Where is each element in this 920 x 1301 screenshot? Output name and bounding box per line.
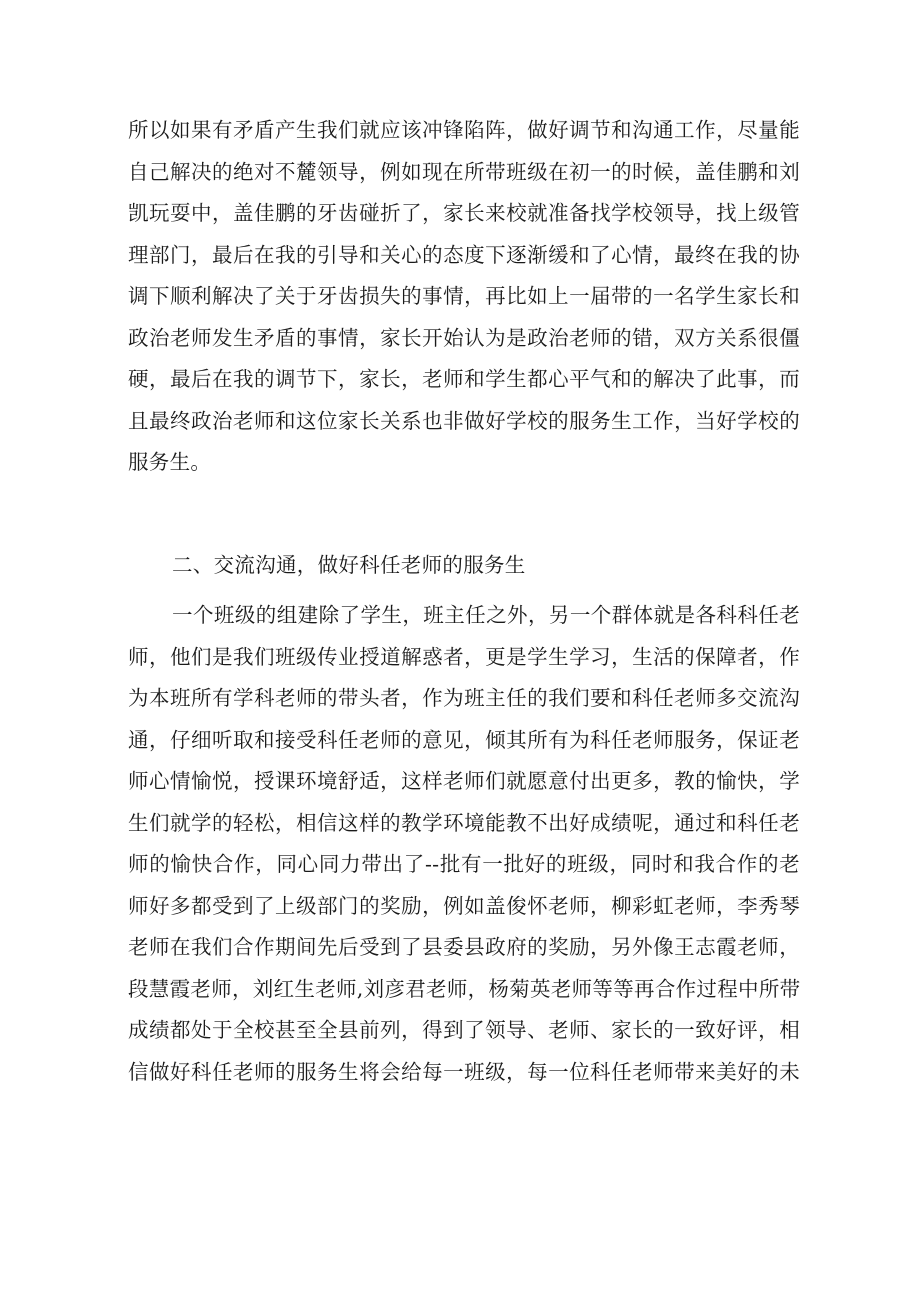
paragraph-line: 段慧霞老师，刘红生老师,刘彦君老师，杨菊英老师等等再合作过程中所带 (128, 976, 801, 1001)
paragraph-line: 自己解决的绝对不麓领导，例如现在所带班级在初一的时候，盖佳鹏和刘 (128, 159, 800, 184)
paragraph-line: 成绩都处于全校甚至全县前列，得到了领导、老师、家长的一致好评，相 (128, 1018, 800, 1042)
paragraph-line: 信做好科任老师的服务生将会给每一班级，每一位科任老师带来美好的未 (128, 1059, 800, 1084)
paragraph-line: 且最终政治老师和这位家长关系也非做好学校的服务生工作，当好学校的 (128, 408, 800, 433)
paragraph-line: 调下顺利解决了关于牙齿损失的事情，再比如上一届带的一名学生家长和 (128, 284, 800, 308)
paragraph-line: 服务生。 (128, 450, 212, 474)
paragraph-2 (128, 595, 800, 1093)
paragraph-line: 师的愉快合作，同心同力带出了--批有一批好的班级，同时和我合作的老 (128, 852, 800, 876)
paragraph-line: 硬，最后在我的调节下，家长，老师和学生都心平气和的解决了此事，而 (128, 367, 800, 391)
paragraph-line: 一个班级的组建除了学生，班主任之外，另一个群体就是各科科任老 (172, 603, 800, 627)
paragraph-1 (128, 110, 800, 484)
paragraph-line: 师，他们是我们班级传业授道解惑者，更是学生学习，生活的保障者，作 (128, 644, 800, 669)
paragraph-line: 凯玩耍中，盖佳鹏的牙齿碰折了，家长来校就准备找学校领导，找上级管 (128, 201, 800, 225)
paragraph-line: 师好多都受到了上级部门的奖励，例如盖俊怀老师，柳彩虹老师，李秀琴 (128, 893, 800, 918)
section-heading-text: 二、交流沟通，做好科任老师的服务生 (172, 553, 526, 577)
paragraph-line: 政治老师发生矛盾的事情，家长开始认为是政治老师的错，双方关系很僵 (128, 325, 800, 350)
paragraph-line: 所以如果有矛盾产生我们就应该冲锋陷阵，做好调节和沟通工作，尽量能 (128, 118, 800, 142)
paragraph-line: 理部门，最后在我的引导和关心的态度下逐渐缓和了心情，最终在我的协 (128, 242, 800, 267)
paragraph-line: 为本班所有学科老师的带头者，作为班主任的我们要和科任老师多交流沟 (128, 686, 800, 710)
paragraph-line: 生们就学的轻松，相信这样的教学环境能教不出好成绩呢，通过和科任老 (128, 810, 800, 835)
section-heading (128, 545, 800, 587)
paragraph-line: 通，仔细听取和接受科任老师的意见，倾其所有为科任老师服务，保证老 (128, 727, 800, 752)
paragraph-line: 老师在我们合作期间先后受到了县委县政府的奖励，另外像王志霞老师， (128, 935, 800, 959)
paragraph-line: 师心情愉悦，授课环境舒适，这样老师们就愿意付出更多，教的愉快，学 (128, 769, 800, 793)
